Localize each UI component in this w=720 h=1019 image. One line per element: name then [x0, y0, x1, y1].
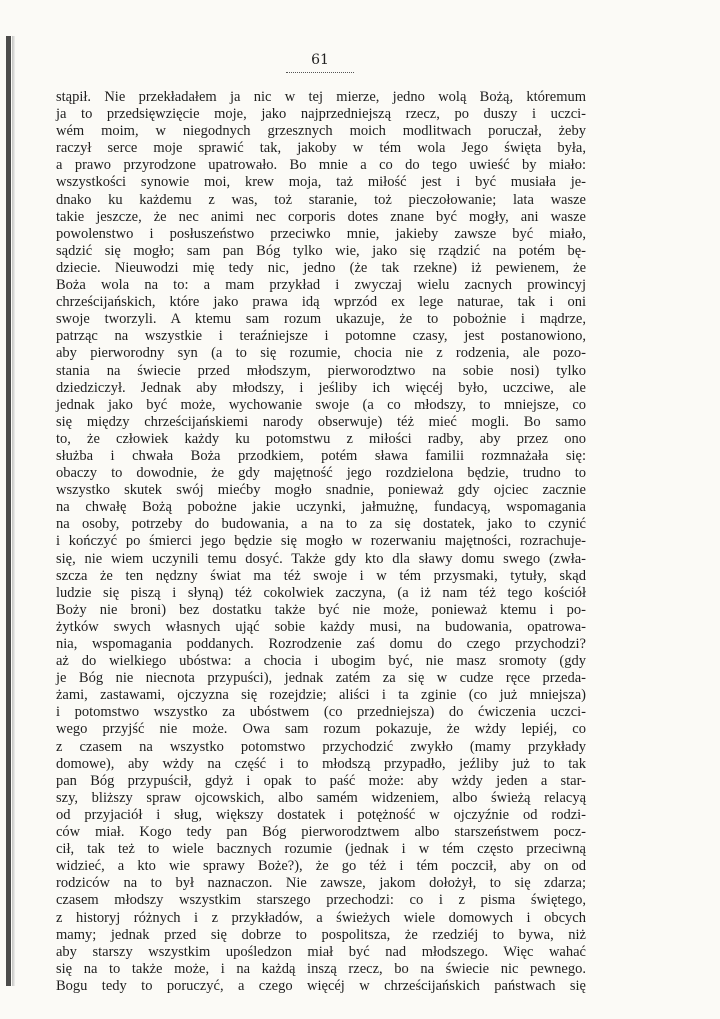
body-text [56, 89, 586, 995]
text-line: Bogu tedy to poruczyć, a czego więcéj w chrześcijańskich państwach się [56, 977, 586, 994]
text-line: aż do wielkiego ubóstwa: a chocia i ubogim być, nie masz sromoty (gdy [56, 653, 586, 670]
text-line: szy, bliższy spraw ojcowskich, albo samém widzeniem, albo świeżą relacyą [56, 789, 586, 806]
text-line: dziedziczył. Jednak aby młodszy, i jeśliby ich więcéj było, uczciwe, ale [56, 379, 586, 396]
text-line: ludzie się piszą i słyną) téż cokolwiek zaczyna, (a iż nam téż tego kościół [56, 584, 586, 601]
text-line: i potomstwo wszystko za ubóstwem (co przedniejsza) do ćwiczenia uczci- [56, 704, 586, 721]
text-line: dnako ku każdemu z was, toż staranie, toż pieczołowanie; lata wasze [56, 191, 586, 208]
text-line: się, nie wiem uczynili temu dosyć. Także gdy kto dla sławy domu swego (zwła- [56, 550, 586, 567]
text-line: jednak jako być może, wychowanie swoje (a co młodszy, to mniejsze, co [56, 396, 586, 413]
text-line: żami, zastawami, ojczyzna się rozejdzie; aliści i ta zginie (co już mniejsza) [56, 687, 586, 704]
text-line: widzieć, a kto wie sprawy Boże?), że go téż i tém poczcił, aby on od [56, 858, 586, 875]
text-line: szcza że ten nędzny świat ma téż swoje i w tém przysmaki, tytuły, skąd [56, 567, 586, 584]
page-number-rule [286, 72, 354, 73]
text-line: patrząc na wszystkie i teraźniejsze i potomne czasy, jest postanowiono, [56, 328, 586, 345]
text-line: swoje tworzyli. A ktemu sam rozum ukazuje, że to pobożnie i mądrze, [56, 311, 586, 328]
text-line: Boża wola na to: a mam przykład i zwyczaj wielu zacnych prowincyj [56, 277, 586, 294]
text-line: żytków swych własnych ująć sobie każdy musi, na budowania, opatrowa- [56, 618, 586, 635]
text-line: cił, tak też to wiele bacznych rozumie (jednak i w tém często przeciwną [56, 841, 586, 858]
text-line: obaczy to dowodnie, że gdy majętność jego rozdzielona będzie, trudno to [56, 465, 586, 482]
text-line: nia, wspomagania poddanych. Rozrodzenie zaś domu do czego przychodzi? [56, 636, 586, 652]
text-line: służba i chwała Boża przodkiem, potém sława familii rozmnażała się: [56, 447, 586, 464]
text-line: mamy; jednak przed się dobrze to pospolitsza, że rzedziéj to bywa, niż [56, 926, 586, 943]
text-line: powolenstwo i posłuszeństwo przeciwko mnie, jakieby zawsze być miało, [56, 225, 586, 242]
text-line: się na to także może, i na każdą inszą rzecz, bo na świecie nic pewnego. [56, 960, 586, 977]
text-line: to, że człowiek każdy ku potomstwu z miłości radby, aby przez ono [56, 430, 586, 447]
text-line: wego przyjść nie może. Owa sam rozum pokazuje, że wżdy lepiéj, co [56, 721, 586, 738]
page-number: 61 [311, 52, 329, 68]
text-line: czasem młodszy wszystkim starszego przechodzi: co i z pisma świętego, [56, 892, 586, 909]
text-line: raczył serce moje sprawić tak, jakoby w tém wola Jego święta była, [56, 140, 586, 157]
text-line: pan Bóg przypuścił, gdyż i opak to paść może: aby wżdy jeden a star- [56, 772, 586, 789]
text-line: aby starszy wszystkim upośledzon miał być nad młodszego. Więc wahać [56, 943, 586, 960]
text-line: z czasem na wszystko potomstwo przychodzić zwykło (mamy przykłady [56, 738, 586, 755]
text-line: ców miał. Kogo tedy pan Bóg pierworodztwem albo starszeństwem pocz- [56, 824, 586, 841]
text-line: chrześcijańskich, które jako prawa idą wprzód ex lege naturae, tak i oni [56, 294, 586, 311]
text-line: takie jeszcze, że nec animi nec corporis dotes znane być mogły, ani wasze [56, 208, 586, 225]
text-line: je Bóg nie niecnota przypuści), jednak zatém za się w cudze ręce przeda- [56, 670, 586, 687]
text-line: rodziców na to był naznaczon. Nie zawsze, jakom dołożył, to się zdarza; [56, 875, 586, 892]
text-line: a prawo przyrodzone upatrowało. Bo mnie a co do tego uwieść by miało: [56, 157, 586, 174]
text-line: dziecie. Nieuwodzi mię tedy nic, jedno (że tak rzekne) iż pewienem, że [56, 259, 586, 276]
text-line: się między chrześcijańskiemi narody obserwuje) téż mieć mogli. Bo samo [56, 413, 586, 430]
text-line: aby pierworodny syn (a to się rozumie, chocia nie z rodzenia, ale pozo- [56, 345, 586, 362]
text-line: wszystko skutek swój miećby mogło snadnie, ponieważ gdy ojciec zacznie [56, 482, 586, 499]
text-line: wém moim, w niegodnych grzesznych moich modlitwach poruczał, żeby [56, 123, 586, 140]
text-line: stąpił. Nie przekładałem ja nic w tej mierze, jedno wolą Bożą, któremum [56, 89, 586, 105]
text-line: od przyjaciół i sług, większy dostatek i potężność w ojczyźnie od rodzi- [56, 806, 586, 823]
text-line: stania na świecie przed młodszym, pierworodztwo na sobie nosi) tylko [56, 362, 586, 379]
text-line: ja to przedsięwzięcie moje, jako najprzedniejszą rzecz, po duszy i uczci- [56, 106, 586, 123]
text-line: Boży nie broni) bez dostatku także być nie może, ponieważ ktemu i po- [56, 601, 586, 618]
binding-edge [6, 36, 11, 986]
text-line: sądzić się mogło; sam pan Bóg tylko wie, jako się rządzić na potém bę- [56, 242, 586, 259]
text-line: i kończyć po śmierci jego będzie się mogło w rozerwaniu majętności, rozrachuje- [56, 533, 586, 550]
binding-shadow [12, 36, 15, 986]
text-line: wszystkości synowie moi, krew moja, taż miłość jest i być musiała je- [56, 174, 586, 191]
text-line: z historyj różnych i z przykładów, a świeżych wiele domowych i obcych [56, 909, 586, 926]
text-line: na osoby, potrzeby do budowania, a na to za się dostatek, jako to czynić [56, 516, 586, 533]
text-line: domowe), aby wżdy na część i to młodszą przypadło, jeźliby już to tak [56, 755, 586, 772]
text-line: na chwałę Bożą pobożne jakie uczynki, jałmużnę, fundacyą, wspomagania [56, 499, 586, 516]
